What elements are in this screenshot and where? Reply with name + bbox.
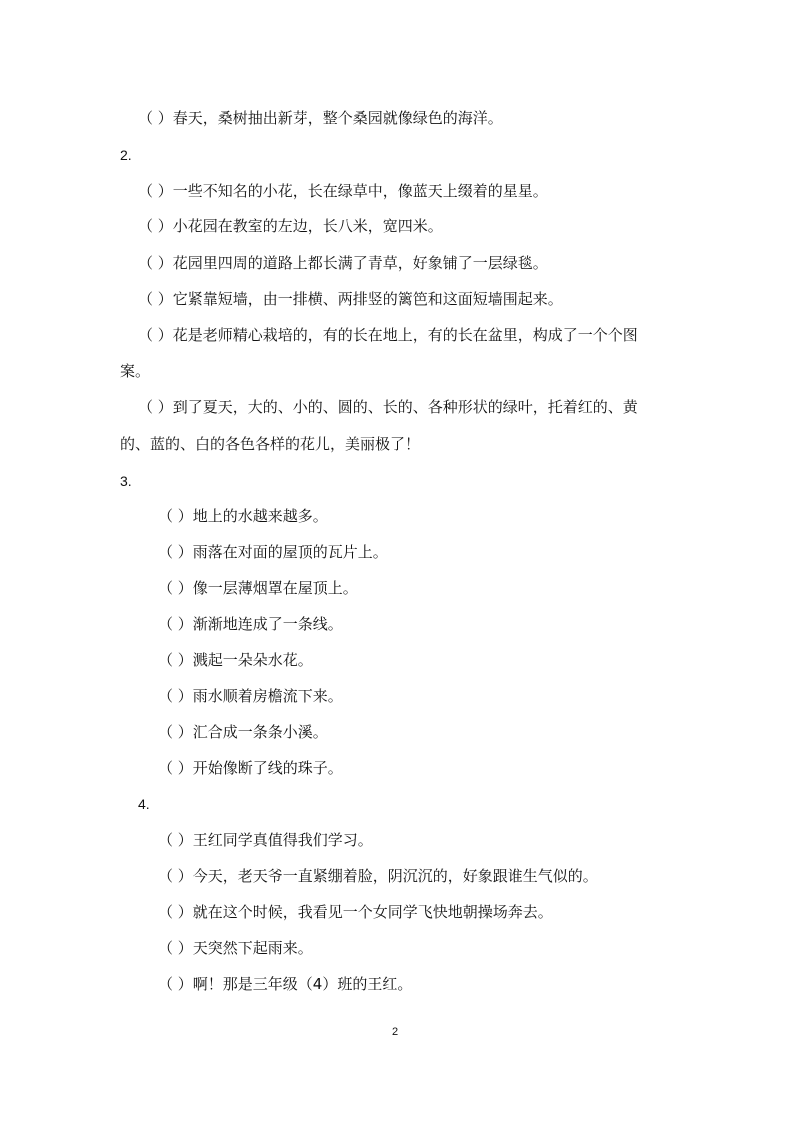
section-4-item: （ ）啊！那是三年级（4）班的王红。 <box>158 975 413 993</box>
section-3-item: （ ）像一层薄烟罩在屋顶上。 <box>158 579 358 597</box>
section-3-item: （ ）汇合成一条条小溪。 <box>158 723 328 741</box>
section-2-item: （ ）小花园在教室的左边，长八米，宽四米。 <box>138 217 443 235</box>
section-3-item: （ ）地上的水越来越多。 <box>158 507 328 525</box>
section-2-number: 2. <box>120 147 132 163</box>
section-4-item: （ ）天突然下起雨来。 <box>158 939 313 957</box>
page-number: 2 <box>392 1026 399 1038</box>
section-2-item: （ ）花园里四周的道路上都长满了青草，好象铺了一层绿毯。 <box>138 254 548 272</box>
section-2-item: （ ）一些不知名的小花，长在绿草中，像蓝天上缀着的星星。 <box>138 182 548 200</box>
section-4-item: （ ）今天，老天爷一直紧绷着脸，阴沉沉的，好象跟谁生气似的。 <box>158 867 598 885</box>
section-3-item: （ ）溅起一朵朵水花。 <box>158 651 313 669</box>
section-4-number: 4. <box>138 796 150 812</box>
section-2-item-continued: 案。 <box>120 362 151 380</box>
section-2-item: （ ）它紧靠短墙，由一排横、两排竖的篱笆和这面短墙围起来。 <box>138 290 563 308</box>
section-3-item: （ ）雨落在对面的屋顶的瓦片上。 <box>158 543 388 561</box>
section-3-number: 3. <box>120 473 132 489</box>
section-2-item: （ ）花是老师精心栽培的，有的长在地上，有的长在盆里，构成了一个个图 <box>138 326 638 344</box>
section-3-item: （ ）渐渐地连成了一条线。 <box>158 615 343 633</box>
intro-line: （ ）春天，桑树抽出新芽，整个桑园就像绿色的海洋。 <box>138 109 503 127</box>
section-2-item: （ ）到了夏天，大的、小的、圆的、长的、各种形状的绿叶，托着红的、黄 <box>138 398 638 416</box>
section-4-item: （ ）王红同学真值得我们学习。 <box>158 831 373 849</box>
section-2-item-continued: 的、蓝的、白的各色各样的花儿，美丽极了！ <box>120 435 421 453</box>
section-4-item: （ ）就在这个时候，我看见一个女同学飞快地朝操场奔去。 <box>158 903 553 921</box>
section-3-item: （ ）开始像断了线的珠子。 <box>158 759 343 777</box>
section-3-item: （ ）雨水顺着房檐流下来。 <box>158 687 343 705</box>
